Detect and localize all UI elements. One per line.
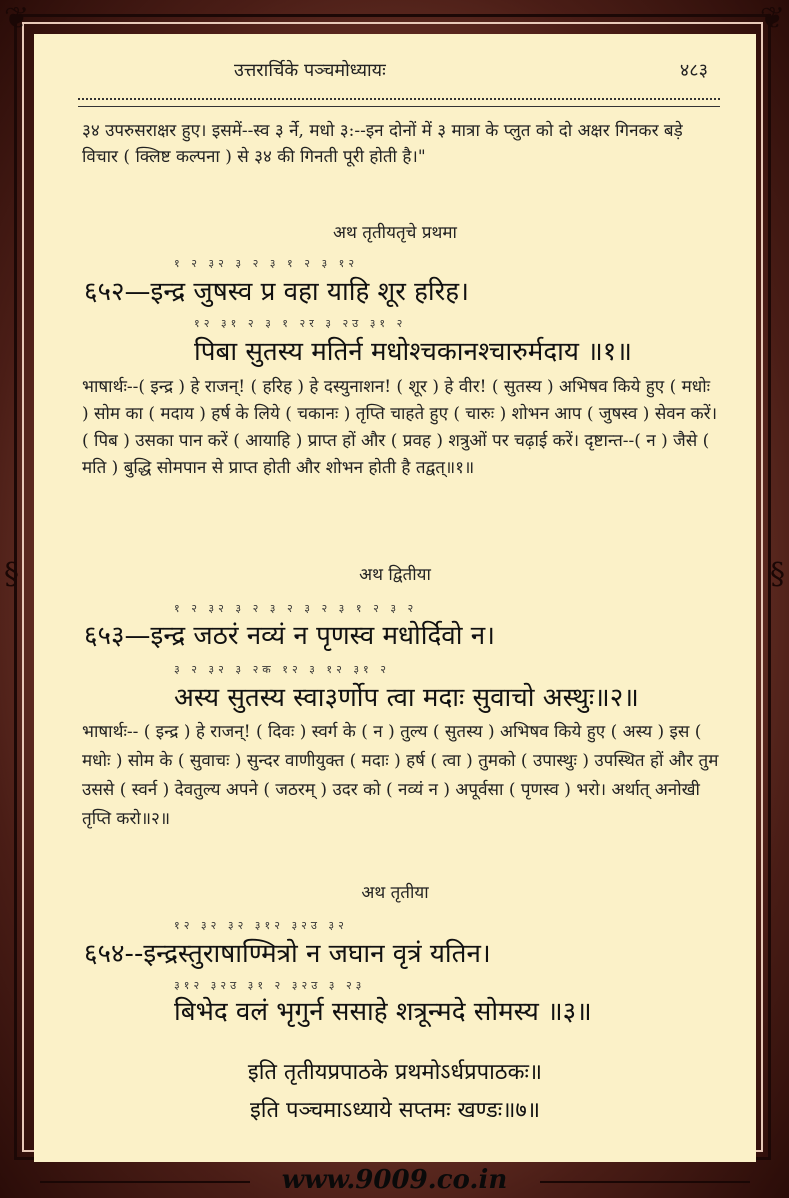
intro-paragraph: ३४ उपरुसराक्षर हुए। इसमें--स्व ३ र्ने, मधो ३:--इन दोनों में ३ मात्रा के प्लुत को दो अक्षर गिनकर बड़े विचार ( क्लिष्ट कल्पना ) से ३४ की गिनती पूरी होती है।"	[82, 121, 683, 167]
frame-ornament-icon: ❦	[759, 1, 785, 36]
colophon-line-1: इति तृतीयप्रपाठके प्रथमोऽर्धप्रपाठकः॥	[247, 1060, 543, 1085]
section-3-svara-1: १२ ३२ ३२ ३१२ ३२उ ३२	[174, 919, 348, 932]
frame-ornament-icon: §	[4, 557, 19, 592]
footer-website-link[interactable]: www.9009.co.in	[281, 1165, 508, 1195]
section-1-svara-2: १२ ३१ २ ३ १ २र ३ २उ ३१ २	[194, 317, 407, 330]
section-1-svara-1: १ २ ३२ ३ २ ३ १ २ ३ १२	[174, 257, 359, 270]
frame-ornament-icon: ❦	[4, 1, 30, 36]
document-page	[34, 34, 756, 1162]
section-2-mantra-line-1: ६५३—इन्द्र जठरं नव्यं न पृणस्व मधोर्दिवो न।	[84, 621, 496, 651]
page-header-title: उत्तरार्चिके पञ्चमोध्यायः	[234, 60, 386, 81]
section-2-bhashartha: भाषार्थः-- ( इन्द्र ) हे राजन्! ( दिवः ) स्वर्ग के ( न ) तुल्य ( सुतस्य ) अभिषव किये हुए ( अस्य ) इस ( मधोः ) सोम के ( सुवाचः ) सुन्दर वाणीयुक्त ( मदाः ) हर्ष ( त्वा ) तुमको ( उपास्थुः ) उपस्थित हों और तुम उससे ( स्वर्न ) देवतुल्य अपने ( जठरम् ) उदर को ( नव्यं न ) अपूर्वसा ( पृणस्व ) भरो। अर्थात् अनोखी तृप्ति करो॥२॥	[82, 722, 719, 829]
section-1-mantra-line-1: ६५२—इन्द्र जुषस्व प्र वहा याहि शूर हरिह।	[84, 277, 469, 307]
section-1-heading: अथ तृतीयतृचे प्रथमा	[333, 223, 457, 243]
section-2-svara-1: १ २ ३२ ३ २ ३ २ ३ २ ३ १ २ ३ २	[174, 602, 418, 615]
section-1-mantra-line-2: पिबा सुतस्य मतिर्न मधोश्चकानश्चारुर्मदाय ॥१॥	[194, 337, 632, 367]
section-2-svara-2: ३ २ ३२ ३ २क १२ ३ १२ ३१ २	[174, 663, 390, 676]
frame-ornament-icon: §	[770, 557, 785, 592]
section-3-mantra-line-1: ६५४--इन्द्रस्तुराषाण्मित्रो न जघान वृत्रं यतिन।	[84, 939, 491, 969]
section-2-heading: अथ द्वितीया	[359, 565, 431, 585]
header-divider	[78, 98, 720, 107]
section-3-mantra-line-2: बिभेद वलं भृगुर्न ससाहे शत्रून्मदे सोमस्य ॥३॥	[174, 997, 592, 1027]
colophon-line-2: इति पञ्चमाऽध्याये सप्तमः खण्डः॥७॥	[249, 1098, 541, 1123]
page-number: ४८३	[679, 60, 708, 81]
section-2-mantra-line-2: अस्य सुतस्य स्वा३र्णोप त्वा मदाः सुवाचो अस्थुः॥२॥	[174, 683, 639, 713]
page-header	[34, 58, 756, 88]
footer	[0, 1163, 789, 1198]
section-3-svara-2: ३१२ ३२उ ३१ २ ३२उ ३ २३	[174, 979, 366, 992]
section-1-bhashartha: भाषार्थः--( इन्द्र ) हे राजन्! ( हरिह ) हे दस्युनाशन! ( शूर ) हे वीर! ( सुतस्य ) अभिषव किये हुए ( मधोः ) सोम का ( मदाय ) हर्ष के लिये ( चकानः ) तृप्ति चाहते हुए ( चारुः ) शोभन आप ( जुषस्व ) सेवन करें। ( पिब ) उसका पान करें ( आयाहि ) प्राप्त हों और ( प्रवह ) शत्रुओं पर चढ़ाई करें। दृष्टान्त--( न ) जैसे ( मति ) बुद्धि सोमपान से प्राप्त होती और शोभन होती है तद्वत्॥१॥	[82, 377, 718, 478]
section-3-heading: अथ तृतीया	[361, 883, 429, 903]
